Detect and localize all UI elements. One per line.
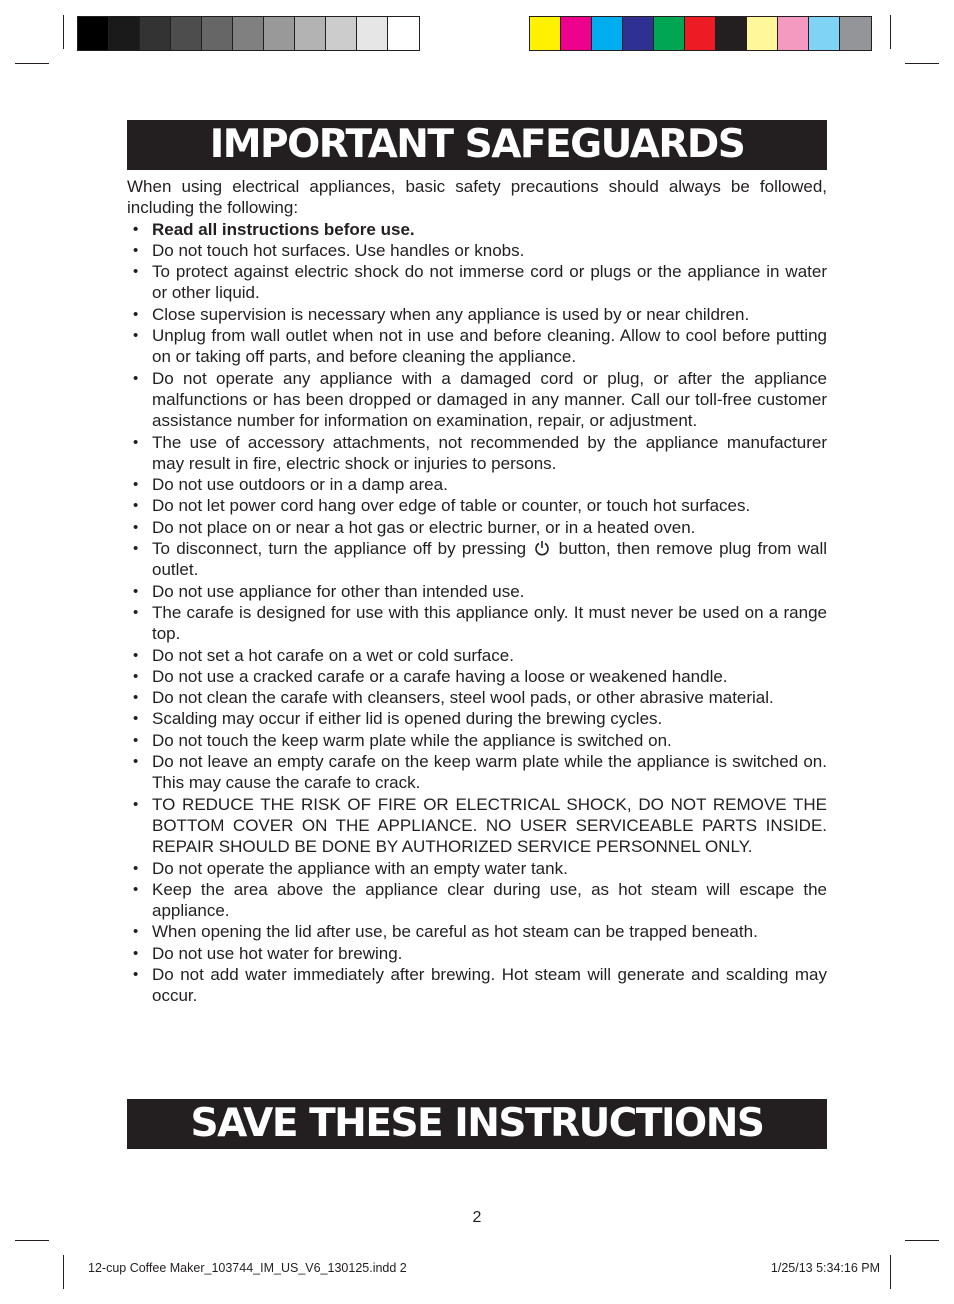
safeguard-item [127,538,827,581]
gray-swatch [109,17,140,50]
safeguards-content [127,176,827,1007]
gray-swatch [140,17,171,50]
color-swatch [809,17,840,50]
crop-mark [63,1255,64,1289]
color-swatch [747,17,778,50]
file-slug: 12-cup Coffee Maker_103744_IM_US_V6_130125.indd 2 [88,1261,407,1275]
safeguard-item: • When opening the lid after use, be careful as hot steam can be trapped beneath. [127,921,827,942]
item-text: button, then remove plug from wall outlet. [152,539,827,580]
crop-mark [905,1240,939,1241]
safeguard-item: • Scalding may occur if either lid is opened during the brewing cycles. [127,708,827,729]
save-instructions-banner: SAVE THESE INSTRUCTIONS [127,1099,827,1149]
date-slug: 1/25/13 5:34:16 PM [770,1261,880,1275]
crop-mark [890,15,891,49]
gray-swatch [326,17,357,50]
crop-mark [15,1240,49,1241]
color-swatch [685,17,716,50]
safeguard-item: • Do not set a hot carafe on a wet or cold surface. [127,645,827,666]
safeguard-item: • Do not add water immediately after brewing. Hot steam will generate and scalding may occur. [127,964,827,1007]
page-title: IMPORTANT SAFEGUARDS [127,120,827,170]
gray-swatch [388,17,419,50]
color-swatch [561,17,592,50]
color-swatch [654,17,685,50]
gray-swatch [233,17,264,50]
color-swatch [623,17,654,50]
color-swatch [840,17,871,50]
safeguard-item: • Do not use outdoors or in a damp area. [127,474,827,495]
safeguard-item: • Do not operate the appliance with an empty water tank. [127,858,827,879]
safeguard-item: • Read all instructions before use. [127,219,827,240]
safeguard-item: • Do not use a cracked carafe or a carafe having a loose or weakened handle. [127,666,827,687]
grayscale-calibration-bar [77,16,420,51]
gray-swatch [264,17,295,50]
page-number: 2 [472,1209,482,1226]
color-swatch [716,17,747,50]
gray-swatch [202,17,233,50]
gray-swatch [357,17,388,50]
color-swatch [530,17,561,50]
safeguard-item: • Keep the area above the appliance clear during use, as hot steam will escape the appliance. [127,879,827,922]
color-swatch [592,17,623,50]
safeguard-item: • Do not touch hot surfaces. Use handles or knobs. [127,240,827,261]
safeguard-item: • Do not use appliance for other than intended use. [127,581,827,602]
safeguard-item: • Do not leave an empty carafe on the keep warm plate while the appliance is switched on. This may cause the carafe to crack. [127,751,827,794]
safeguard-item: • Do not touch the keep warm plate while the appliance is switched on. [127,730,827,751]
color-swatch [778,17,809,50]
safeguard-item: • The use of accessory attachments, not recommended by the appliance manufacturer may result in fire, electric shock or injuries to persons. [127,432,827,475]
gray-swatch [295,17,326,50]
safeguard-item: • TO REDUCE THE RISK OF FIRE OR ELECTRICAL SHOCK, DO NOT REMOVE THE BOTTOM COVER ON THE APPLIANCE. NO USER SERVICEABLE PARTS INSIDE. REPAIR SHOULD BE DONE BY AUTHORIZED SERVICE PERSONNEL ONLY. [127,794,827,858]
safeguards-list [127,219,827,1007]
safeguard-item: • Do not use hot water for brewing. [127,943,827,964]
crop-mark [15,63,49,64]
crop-mark [890,1255,891,1289]
safeguard-item: • Unplug from wall outlet when not in use and before cleaning. Allow to cool before putting on or taking off parts, and before cleaning the appliance. [127,325,827,368]
safeguard-item: • Do not let power cord hang over edge of table or counter, or touch hot surfaces. [127,495,827,516]
item-text: To disconnect, turn the appliance off by pressing [152,539,527,559]
power-icon [534,540,550,556]
gray-swatch [78,17,109,50]
gray-swatch [171,17,202,50]
crop-mark [63,15,64,49]
safeguard-item: • Do not operate any appliance with a damaged cord or plug, or after the appliance malfunctions or has been dropped or damaged in any manner. Call our toll-free customer assistance number for information on examination, repair, or adjustment. [127,368,827,432]
safeguard-item: • To protect against electric shock do not immerse cord or plugs or the appliance in water or other liquid. [127,261,827,304]
intro-paragraph: When using electrical appliances, basic safety precautions should always be followed, including the following: [127,177,827,218]
safeguard-item: • Do not place on or near a hot gas or electric burner, or in a heated oven. [127,517,827,538]
color-calibration-bar [529,16,872,51]
safeguard-item: • Close supervision is necessary when any appliance is used by or near children. [127,304,827,325]
crop-mark [905,63,939,64]
safeguard-item: • Do not clean the carafe with cleansers, steel wool pads, or other abrasive material. [127,687,827,708]
safeguard-item: • The carafe is designed for use with this appliance only. It must never be used on a range top. [127,602,827,645]
